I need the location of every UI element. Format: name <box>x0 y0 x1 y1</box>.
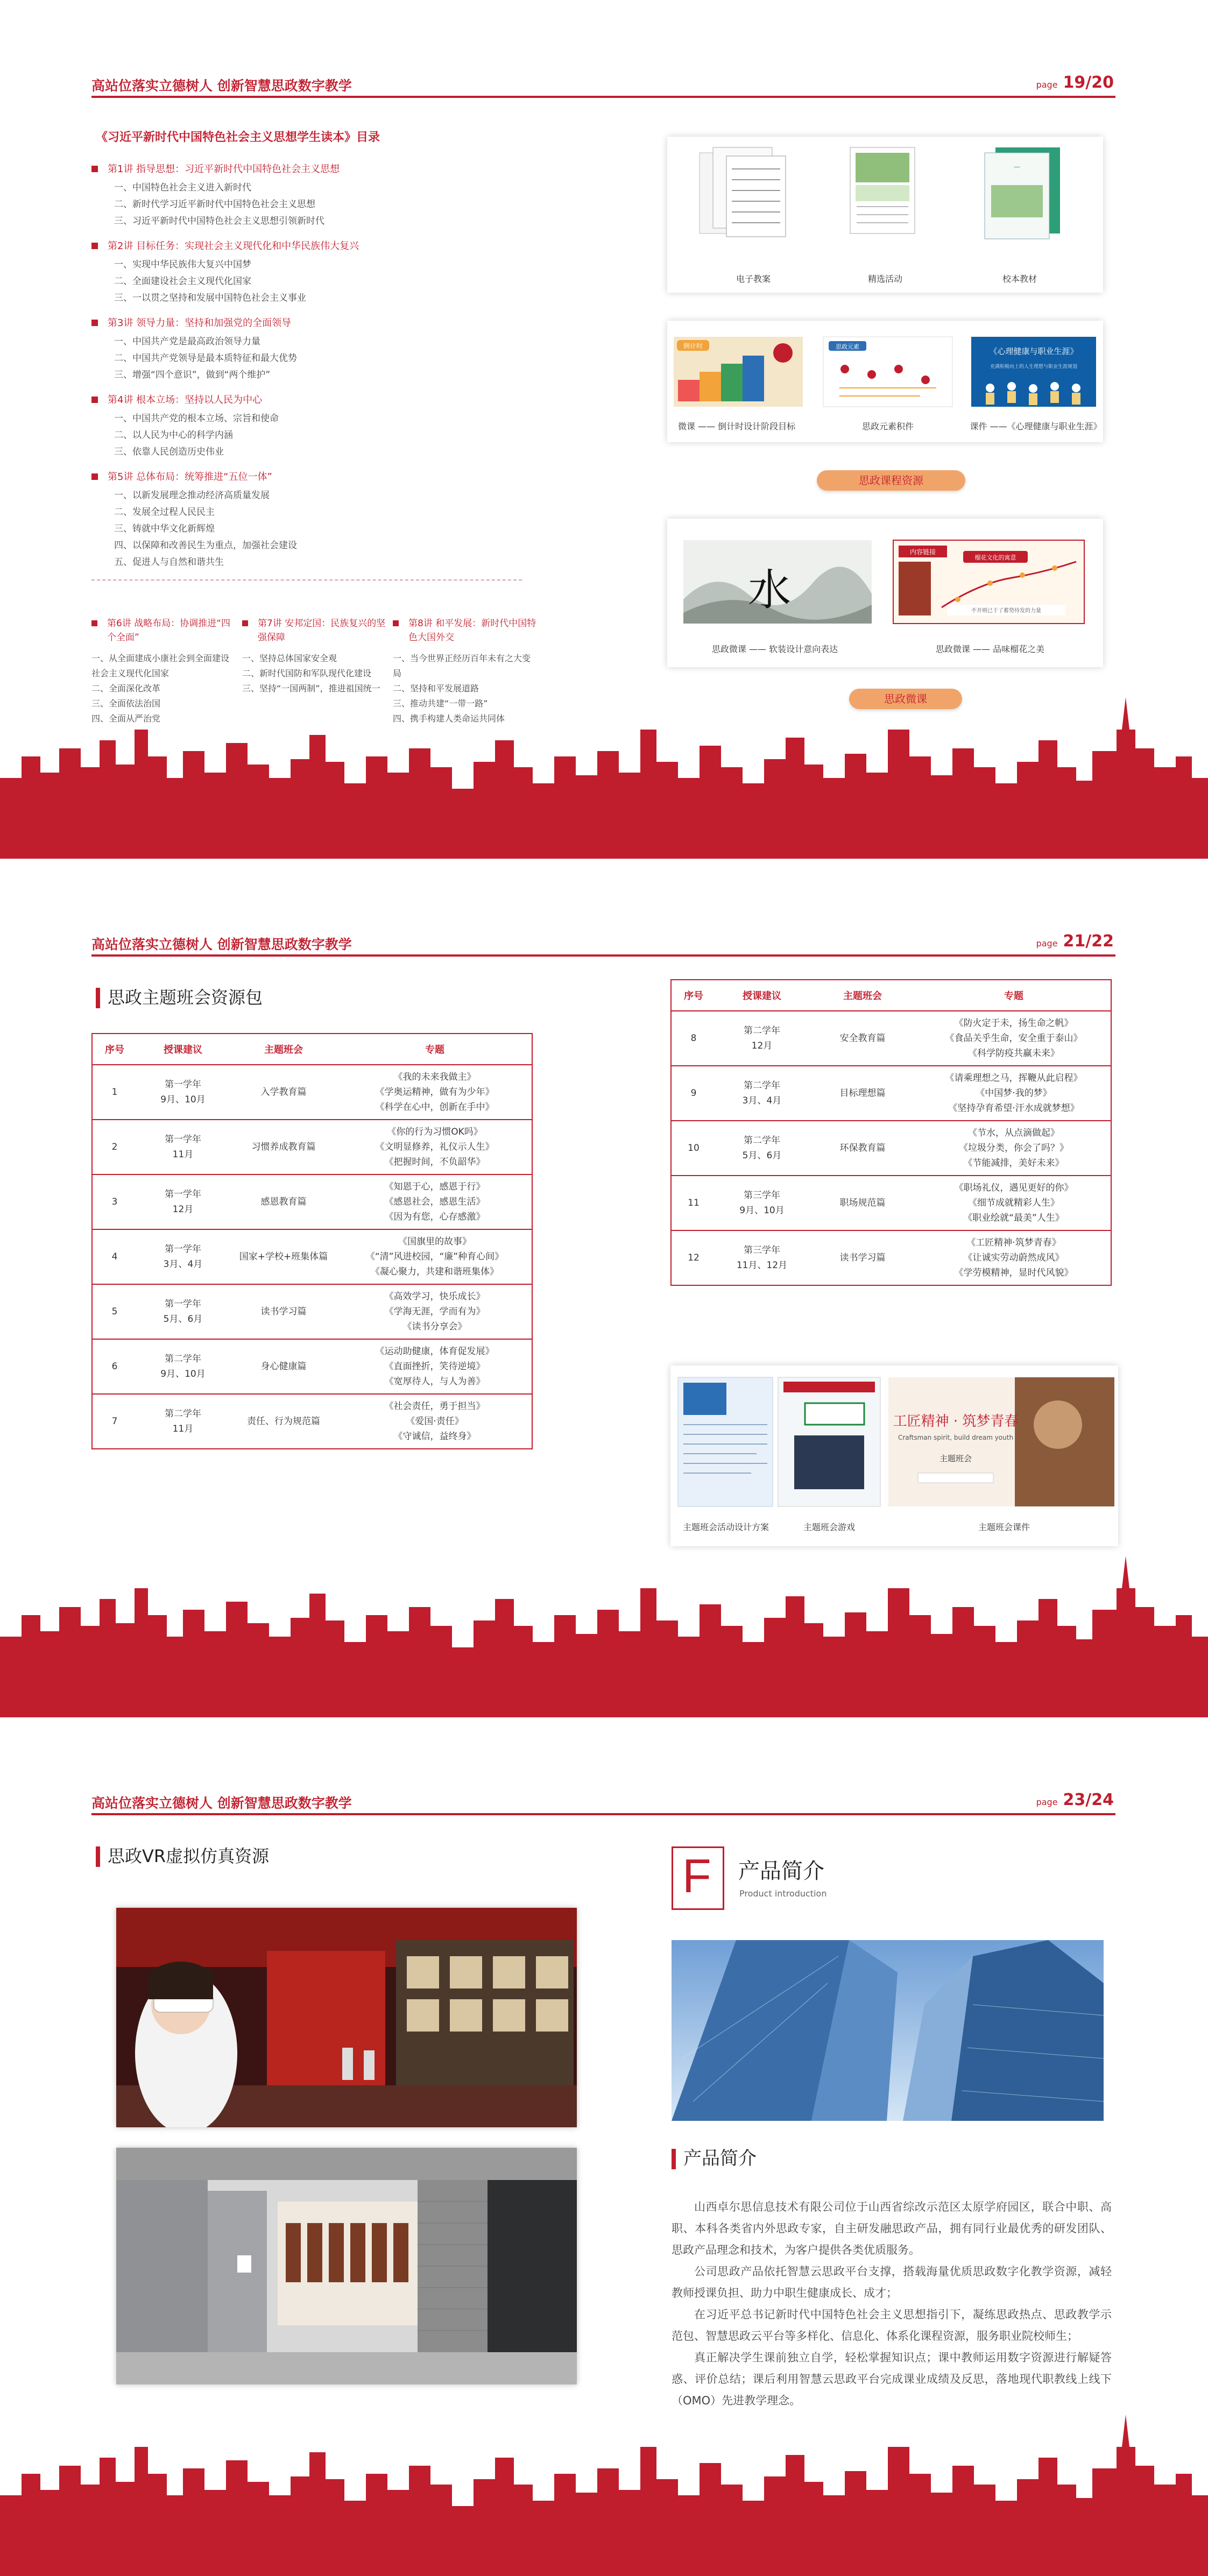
cell-topics: 《我的未来我做主》 《学奥运精神，做有为少年》 《科学在心中，创新在手中》 <box>338 1065 532 1120</box>
cell-no: 7 <box>92 1394 137 1449</box>
col-time: 授课建议 <box>137 1034 229 1065</box>
label-ideology-microlesson: 思政微课 <box>849 689 962 709</box>
cell-no: 6 <box>92 1339 137 1394</box>
cell-no: 3 <box>92 1174 137 1229</box>
cell-time: 第二学年 3月、4月 <box>716 1066 808 1121</box>
cell-time: 第一学年 5月、6月 <box>137 1284 229 1339</box>
col-topics: 专题 <box>338 1034 532 1065</box>
toc-item: 四、携手构建人类命运共同体 <box>393 713 505 724</box>
product-paragraph: 真正解决学生课前独立自学，轻松掌握知识点；课中教师运用数字资源进行解疑答惑、评价总结；课后利用智慧云思政平台完成课业成绩及反思，落地现代职教线上线下（OMO）先进教学理念。 <box>672 2351 1112 2407</box>
cell-time: 第三学年 9月、10月 <box>716 1176 808 1230</box>
caption-courseware-psych: 课件 ——《心理健康与职业生涯》 <box>970 421 1102 431</box>
badge-countdown: 倒计时 <box>683 342 703 350</box>
skyline-decoration <box>0 697 1208 859</box>
table-row <box>92 1174 532 1229</box>
cell-theme: 安全教育篇 <box>808 1011 917 1066</box>
page-19-20 <box>0 0 1208 859</box>
cell-no: 8 <box>671 1011 716 1066</box>
content-box-title: 榴花文化的寓意 <box>974 554 1016 561</box>
class-meeting-thumbnails <box>670 1365 1118 1546</box>
caption-microlesson-pomegranate: 思政微课 —— 品味榴花之美 <box>935 644 1045 654</box>
cell-time: 第一学年 12月 <box>137 1174 229 1229</box>
toc-item: 一、当今世界正经历百年未有之大变局 <box>393 653 531 678</box>
cell-topics: 《节水，从点滴做起》 《垃圾分类，你会了吗？》 《节能减排，美好未来》 <box>917 1121 1111 1176</box>
content-box-sub: 不开则已于了蓄势待发的力量 <box>971 608 1041 614</box>
toc-item: 五、促进人与自然和谐共生 <box>114 557 224 568</box>
cell-theme: 国家+学校+班集体篇 <box>229 1229 338 1284</box>
toc-lecture-head: 第5讲 总体布局：统筹推进“五位一体” <box>91 469 522 483</box>
toc-lecture-head: 第3讲 领导力量：坚持和加强党的全面领导 <box>91 315 522 329</box>
table-row <box>92 1284 532 1339</box>
cell-theme: 环保教育篇 <box>808 1121 917 1176</box>
cell-theme: 入学教育篇 <box>229 1065 338 1120</box>
resource-card-row2 <box>667 321 1103 442</box>
table-row <box>671 1176 1111 1230</box>
caption-school-textbook: 校本教材 <box>1002 274 1037 284</box>
toc-item: 三、增强“四个意识”，做到“两个维护” <box>114 370 271 380</box>
header-slogan: 高站位落实立德树人 创新智慧思政数字教学 <box>91 1795 352 1811</box>
product-subtitle: 产品简介 <box>672 2148 757 2169</box>
caption-ideology-elements: 思政元素积件 <box>861 421 914 431</box>
cell-theme: 身心健康篇 <box>229 1339 338 1394</box>
cell-topics: 《知恩于心，感恩于行》 《感恩社会，感恩生活》 《因为有您，心存感激》 <box>338 1174 532 1229</box>
cell-topics: 《运动助健康，体育促发展》 《直面挫折，笑待逆境》 《宽厚待人，与人为善》 <box>338 1339 532 1394</box>
toc-item: 二、新时代国防和军队现代化建设 <box>242 668 372 678</box>
vr-image-2 <box>116 2148 577 2384</box>
cell-time: 第一学年 3月、4月 <box>137 1229 229 1284</box>
section-title-vr: 思政VR虚拟仿真资源 <box>96 1845 269 1867</box>
caption-courseware: 主题班会课件 <box>978 1522 1030 1532</box>
product-paragraph: 公司思政产品依托智慧云思政平台支撑，搭载海量优质思政数字化教学资源，减轻教师授课负担、助力中职生健康成长、成才； <box>672 2265 1112 2299</box>
skyline-decoration <box>0 2415 1208 2576</box>
col-no: 序号 <box>671 980 716 1011</box>
table-row <box>671 1011 1111 1066</box>
toc-lecture-head: 第2讲 目标任务：实现社会主义现代化和中华民族伟大复兴 <box>91 238 522 252</box>
toc-lecture-head: 第7讲 安邦定国：民族复兴的坚强保障 <box>242 617 387 645</box>
courseware-banner-title: 《心理健康与职业生涯》 <box>989 346 1078 356</box>
cell-theme: 习惯养成教育篇 <box>229 1120 338 1174</box>
toc-lecture <box>91 392 522 461</box>
cell-theme: 目标理想篇 <box>808 1066 917 1121</box>
cell-time: 第二学年 11月 <box>137 1394 229 1449</box>
cell-no: 10 <box>671 1121 716 1176</box>
resource-card-row3 <box>667 519 1103 667</box>
toc-lecture <box>91 161 522 230</box>
page-number: page 19/20 <box>1036 73 1114 92</box>
poster-title: 工匠精神 · 筑梦青春 <box>893 1413 1019 1429</box>
toc-item: 二、全面建设社会主义现代化国家 <box>114 276 251 287</box>
cell-no: 4 <box>92 1229 137 1284</box>
toc-item: 二、坚持和平发展道路 <box>393 683 479 693</box>
toc-item: 一、中国特色社会主义进入新时代 <box>114 182 251 193</box>
table-row <box>671 1230 1111 1285</box>
toc-item: 二、新时代学习近平新时代中国特色社会主义思想 <box>114 199 315 210</box>
product-letter: F <box>682 1849 711 1902</box>
toc-item: 三、全面依法治国 <box>91 698 161 709</box>
table-row <box>92 1120 532 1174</box>
toc-lecture-head: 第4讲 根本立场：坚持以人民为中心 <box>91 392 522 406</box>
toc-item: 一、坚持总体国家安全观 <box>242 653 337 663</box>
caption-microlesson-softdecor: 思政微课 —— 软装设计意向表达 <box>711 644 838 654</box>
cell-no: 11 <box>671 1176 716 1230</box>
class-meeting-materials-card <box>670 1365 1118 1546</box>
toc-item: 一、从全面建成小康社会到全面建设社会主义现代化国家 <box>91 653 230 678</box>
class-meeting-table-2 <box>670 979 1112 1286</box>
header-divider <box>91 1813 1115 1815</box>
header-slogan: 高站位落实立德树人 创新智慧思政数字教学 <box>91 937 352 952</box>
toc-lecture-head: 第6讲 战略布局：协调推进“四个全面” <box>91 617 237 645</box>
cell-topics: 《国旗里的故事》 《“清”风进校园，“廉”种育心间》 《凝心聚力，共建和谐班集体》 <box>338 1229 532 1284</box>
cell-topics: 《请乘理想之马，挥鞭从此启程》 《中国梦·我的梦》 《坚持孕育希望·汗水成就梦想》 <box>917 1066 1111 1121</box>
toc-item: 二、以人民为中心的科学内涵 <box>114 430 233 441</box>
brush-character: 水 <box>748 565 791 615</box>
cell-no: 9 <box>671 1066 716 1121</box>
cell-time: 第二学年 12月 <box>716 1011 808 1066</box>
resource-card-row1 <box>667 137 1103 293</box>
toc-list <box>91 161 522 589</box>
header-slogan: 高站位落实立德树人 创新智慧思政数字教学 <box>91 78 352 94</box>
toc-title: 《习近平新时代中国特色社会主义思想学生读本》目录 <box>96 131 380 144</box>
cell-theme: 责任、行为规范篇 <box>229 1394 338 1449</box>
toc-item: 三、依靠人民创造历史伟业 <box>114 447 224 457</box>
cell-no: 5 <box>92 1284 137 1339</box>
toc-divider <box>91 579 522 581</box>
toc-item: 一、以新发展理念推动经济高质量发展 <box>114 490 270 501</box>
toc-item: 二、发展全过程人民民主 <box>114 507 215 518</box>
cell-time: 第三学年 11月、12月 <box>716 1230 808 1285</box>
resource-thumbnails-1 <box>667 137 1103 293</box>
poster-sub: 主题班会 <box>939 1454 972 1463</box>
product-description <box>672 2196 1112 2411</box>
cell-topics: 《防火定于未，扬生命之帆》 《食品关乎生命，安全重于泰山》 《科学防疫共赢未来》 <box>917 1011 1111 1066</box>
toc-item: 一、中国共产党的根本立场、宗旨和使命 <box>114 413 279 424</box>
label-ideology-course-resources: 思政课程资源 <box>817 470 965 491</box>
cell-theme: 职场规范篇 <box>808 1176 917 1230</box>
caption-activity-plan: 主题班会活动设计方案 <box>682 1522 769 1532</box>
header-divider <box>91 954 1115 957</box>
toc-item: 二、中国共产党领导是最本质特征和最大优势 <box>114 353 297 364</box>
table-row <box>671 1066 1111 1121</box>
caption-activity: 精选活动 <box>867 274 902 284</box>
table-row <box>92 1229 532 1284</box>
section-title-class-meeting: 思政主题班会资源包 <box>96 987 263 1008</box>
toc-item: 三、坚持“一国两制”，推进祖国统一 <box>242 683 380 693</box>
toc-item: 三、一以贯之坚持和发展中国特色社会主义事业 <box>114 293 306 303</box>
badge-elements: 思政元素 <box>836 343 859 350</box>
cell-topics: 《工匠精神·筑梦青春》 《让诚实劳动蔚然成风》 《学劳模精神，显时代风貌》 <box>917 1230 1111 1285</box>
product-paragraph: 山西卓尔思信息技术有限公司位于山西省综改示范区太原学府园区，联合中职、高职、本科各类省内外思政专家，自主研发融思政产品，拥有同行业最优秀的研发团队、思政产品理念和技术，为客户提供各类优质服务。 <box>672 2200 1112 2256</box>
cell-time: 第一学年 11月 <box>137 1120 229 1174</box>
toc-lecture <box>91 469 522 571</box>
class-meeting-table-1 <box>91 1033 533 1449</box>
vr-image-1 <box>116 1908 577 2127</box>
cell-topics: 《职场礼仪，遇见更好的你》 《细节成就精彩人生》 《职业绘就“最美”人生》 <box>917 1176 1111 1230</box>
col-time: 授课建议 <box>716 980 808 1011</box>
page-21-22 <box>0 859 1208 1717</box>
col-theme: 主题班会 <box>808 980 917 1011</box>
caption-microlesson-countdown: 微课 —— 倒计时设计阶段目标 <box>678 421 796 431</box>
toc-item: 一、中国共产党是最高政治领导力量 <box>114 336 260 347</box>
skyline-decoration <box>0 1556 1208 1717</box>
table-row <box>92 1339 532 1394</box>
page-number: page 21/22 <box>1036 932 1114 951</box>
book-cover-icon: — <box>1014 163 1020 171</box>
toc-item: 三、推动共建“一带一路” <box>393 698 488 709</box>
cell-topics: 《高效学习，快乐成长》 《学海无涯，学而有为》 《读书分享会》 <box>338 1284 532 1339</box>
page-23-24 <box>0 1717 1208 2576</box>
courseware-banner-sub: 充满积极向上的人生理想与职业生涯规划 <box>990 364 1078 370</box>
cell-time: 第二学年 9月、10月 <box>137 1339 229 1394</box>
cell-time: 第一学年 9月、10月 <box>137 1065 229 1120</box>
cell-time: 第二学年 5月、6月 <box>716 1121 808 1176</box>
office-building-photo <box>672 1940 1104 2121</box>
table-row <box>92 1394 532 1449</box>
product-title: 产品简介 <box>738 1859 824 1884</box>
toc-lecture-head: 第1讲 指导思想：习近平新时代中国特色社会主义思想 <box>91 161 522 175</box>
product-paragraph: 在习近平总书记新时代中国特色社会主义思想指引下，凝练思政热点、思政教学示范包、智慧思政云平台等多样化、信息化、体系化课程资源，服务职业院校师生； <box>672 2308 1112 2343</box>
toc-item: 三、习近平新时代中国特色社会主义思想引领新时代 <box>114 216 324 227</box>
cell-no: 1 <box>92 1065 137 1120</box>
toc-lecture <box>91 315 522 384</box>
toc-item: 一、实现中华民族伟大复兴中国梦 <box>114 259 251 270</box>
cell-topics: 《你的行为习惯OK吗》 《文明显修养，礼仪示人生》 《把握时间，不负韶华》 <box>338 1120 532 1174</box>
toc-item: 四、全面从严治党 <box>91 713 161 724</box>
caption-games: 主题班会游戏 <box>803 1522 855 1532</box>
cell-no: 12 <box>671 1230 716 1285</box>
cell-theme: 感恩教育篇 <box>229 1174 338 1229</box>
toc-item: 四、以保障和改善民生为重点，加强社会建设 <box>114 540 297 551</box>
toc-lecture-head: 第8讲 和平发展：新时代中国特色大国外交 <box>393 617 538 645</box>
toc-item: 三、铸就中华文化新辉煌 <box>114 523 215 534</box>
toc-lecture <box>91 238 522 307</box>
cell-theme: 读书学习篇 <box>808 1230 917 1285</box>
product-title-en: Product introduction <box>739 1888 827 1899</box>
table-row <box>92 1065 532 1120</box>
page-number: page 23/24 <box>1036 1791 1114 1809</box>
cell-theme: 读书学习篇 <box>229 1284 338 1339</box>
cell-no: 2 <box>92 1120 137 1174</box>
col-theme: 主题班会 <box>229 1034 338 1065</box>
col-no: 序号 <box>92 1034 137 1065</box>
header-divider <box>91 96 1115 98</box>
poster-en: Craftsman spirit, build dream youth <box>898 1434 1014 1441</box>
cell-topics: 《社会责任，勇于担当》 《爱国·责任》 《守诚信，益终身》 <box>338 1394 532 1449</box>
col-topics: 专题 <box>917 980 1111 1011</box>
content-link-label: 内容链接 <box>909 548 936 556</box>
caption-e-lesson: 电子教案 <box>736 274 771 284</box>
table-row <box>671 1121 1111 1176</box>
toc-item: 二、全面深化改革 <box>91 683 161 693</box>
